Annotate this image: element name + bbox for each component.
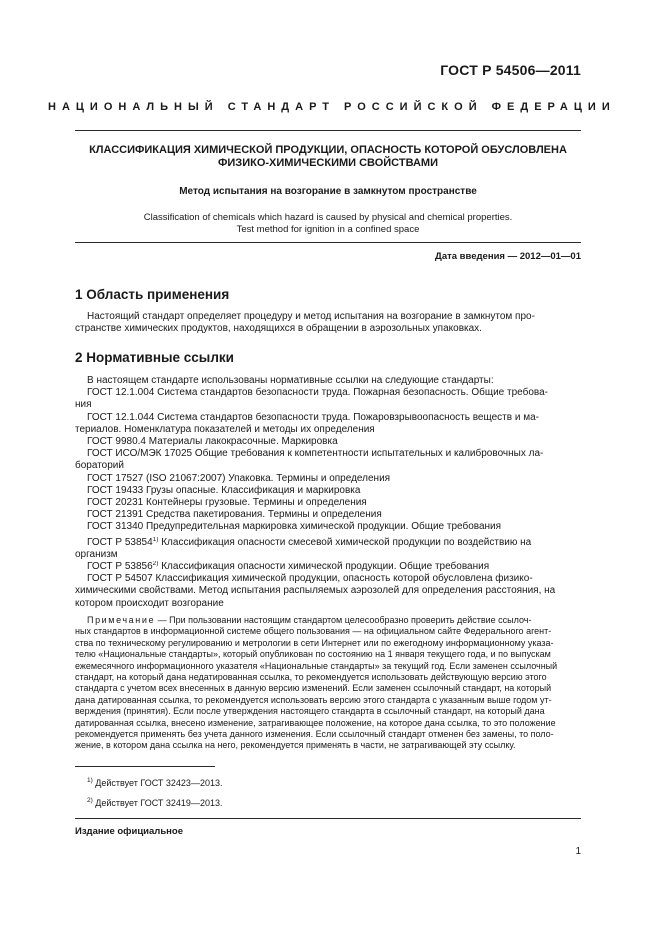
- reference-code: ГОСТ Р 53856: [87, 561, 153, 573]
- section-1-line: Настоящий стандарт определяет процедуру и метод испытания на возгорание в замкнутом про-: [87, 311, 535, 322]
- title-line-2: ФИЗИКО-ХИМИЧЕСКИМИ СВОЙСТВАМИ: [218, 157, 438, 169]
- footnote-mark: 2): [152, 561, 159, 568]
- title-line-1: КЛАССИФИКАЦИЯ ХИМИЧЕСКОЙ ПРОДУКЦИИ, ОПАСНОСТЬ КОТОРОЙ ОБУСЛОВЛЕНА: [89, 144, 567, 156]
- note-label: Примечание: [87, 615, 156, 625]
- reference-title: Классификация опасности химической продукции. Общие требования: [158, 561, 490, 573]
- section-2-heading: 2 Нормативные ссылки: [75, 350, 234, 365]
- title-rule: [75, 242, 581, 243]
- page-number: 1: [575, 846, 581, 857]
- note-line: стандарт, на который дана недатированная ссылка, то рекомендуется использовать действующую версию этого: [75, 672, 547, 683]
- section-1-text: [75, 311, 581, 335]
- reference-title: Классификация опасности смесевой химической продукции по воздействию на: [158, 536, 532, 548]
- note-block: [75, 615, 581, 752]
- header-rule: [75, 130, 581, 131]
- reference-line: ГОСТ 9980.4 Материалы лакокрасочные. Маркировка: [87, 436, 338, 448]
- reference-line-53854: [75, 537, 581, 549]
- section-1-line: странстве химических продуктов, находящихся в обращении в аэрозольных упаковках.: [75, 323, 482, 335]
- document-subtitle: Метод испытания на возгорание в замкнутом пространстве: [179, 186, 477, 197]
- official-edition-label: Издание официальное: [75, 826, 183, 837]
- reference-line: котором происходит возгорание: [75, 597, 224, 609]
- footnote-mark: 2): [87, 797, 93, 804]
- footnote-text: Действует ГОСТ 32419—2013.: [92, 798, 223, 808]
- note-line: дана датированная ссылка, то рекомендуется использовать версию этого стандарта с указанным выше годом ут-: [75, 694, 552, 705]
- english-title: [75, 212, 581, 236]
- reference-line: ГОСТ 17527 (ISO 21067:2007) Упаковка. Термины и определения: [87, 472, 391, 484]
- reference-line: ния: [75, 399, 92, 411]
- reference-line: ГОСТ 31340 Предупредительная маркировка химической продукции. Общие требования: [87, 521, 502, 533]
- note-line: телю «Национальные стандарты», который опубликован по состоянию на 1 января текущего года, и по выпускам: [75, 649, 551, 660]
- reference-line-53856: [75, 561, 581, 573]
- note-text: — При пользовании настоящим стандартом целесообразно проверить действие ссылоч-: [155, 615, 532, 625]
- reference-line: организм: [75, 548, 118, 560]
- english-title-line-1: Classification of chemicals which hazard is caused by physical and chemical properties.: [143, 212, 513, 223]
- note-line: рекомендуется применять без учета данного изменения. Если ссылочный стандарт отменен без замены, то поло-: [75, 729, 554, 740]
- standard-code: ГОСТ Р 54506—2011: [440, 62, 581, 78]
- reference-line: ГОСТ 12.1.044 Система стандартов безопасности труда. Пожаровзрывоопасность веществ и ма-: [87, 411, 539, 423]
- footnotes: [75, 773, 581, 813]
- reference-line: ГОСТ ИСО/МЭК 17025 Общие требования к компетентности испытательных и калибровочных ла-: [87, 448, 544, 460]
- footer-rule: [75, 818, 581, 819]
- note-line: жение, в котором дана ссылка на него, рекомендуется применять в части, не затрагивающей эту ссылку.: [75, 740, 516, 751]
- reference-line: ГОСТ 19433 Грузы опасные. Классификация и маркировка: [87, 484, 361, 496]
- reference-line: ГОСТ 20231 Контейнеры грузовые. Термины и определения: [87, 497, 367, 509]
- note-line: ства по техническому регулированию и метрологии в сети Интернет или по ежегодному информационному указа-: [75, 637, 554, 648]
- note-line: ежемесячного информационного указателя «Национальные стандарты» за текущий год. Если заменен ссылочный: [75, 660, 558, 671]
- introduction-date: Дата введения — 2012—01—01: [435, 251, 581, 262]
- reference-line: ГОСТ 12.1.004 Система стандартов безопасности труда. Пожарная безопасность. Общие требова-: [87, 387, 548, 399]
- footnote-2: [75, 793, 581, 813]
- section-2-references: [75, 375, 581, 610]
- reference-line: химическими свойствами. Метод испытания распыляемых аэрозолей для определения расстояния, на: [75, 585, 556, 597]
- note-line: верждения (принятия). Если после утверждения настоящего стандарта в ссылочный стандарт, на который дана: [75, 706, 545, 717]
- english-title-line-2: Test method for ignition in a confined space: [236, 224, 420, 235]
- document-title: [75, 144, 581, 170]
- national-standard-banner: НАЦИОНАЛЬНЫЙ СТАНДАРТ РОССИЙСКОЙ ФЕДЕРАЦИИ: [48, 101, 616, 113]
- footnote-1: [75, 773, 581, 793]
- section-1-heading: 1 Область применения: [75, 287, 230, 302]
- note-first-line: [75, 615, 581, 626]
- footnote-mark: 1): [87, 777, 93, 784]
- reference-line: териалов. Номенклатура показателей и методы их определения: [75, 423, 375, 435]
- footnote-text: Действует ГОСТ 32423—2013.: [92, 778, 223, 788]
- note-line: стандарта с учетом всех внесенных в данную версию изменений. Если заменен ссылочный стандарт, на который: [75, 683, 552, 694]
- reference-line: ГОСТ Р 54507 Классификация химической продукции, опасность которой обусловлена физико-: [87, 573, 533, 585]
- reference-code: ГОСТ Р 53854: [87, 536, 153, 548]
- footnote-rule: [75, 766, 215, 767]
- note-line: ных стандартов в информационной системе общего пользования — на официальном сайте Федерального агент-: [75, 626, 552, 637]
- reference-line: ГОСТ 21391 Средства пакетирования. Термины и определения: [87, 509, 382, 521]
- footnote-mark: 1): [152, 536, 159, 543]
- reference-line: бораторий: [75, 460, 124, 472]
- reference-line: В настоящем стандарте использованы нормативные ссылки на следующие стандарты:: [87, 375, 494, 386]
- note-line: датированная ссылка, внесено изменение, затрагивающее положение, на которое дана ссылка, то это положение: [75, 717, 556, 728]
